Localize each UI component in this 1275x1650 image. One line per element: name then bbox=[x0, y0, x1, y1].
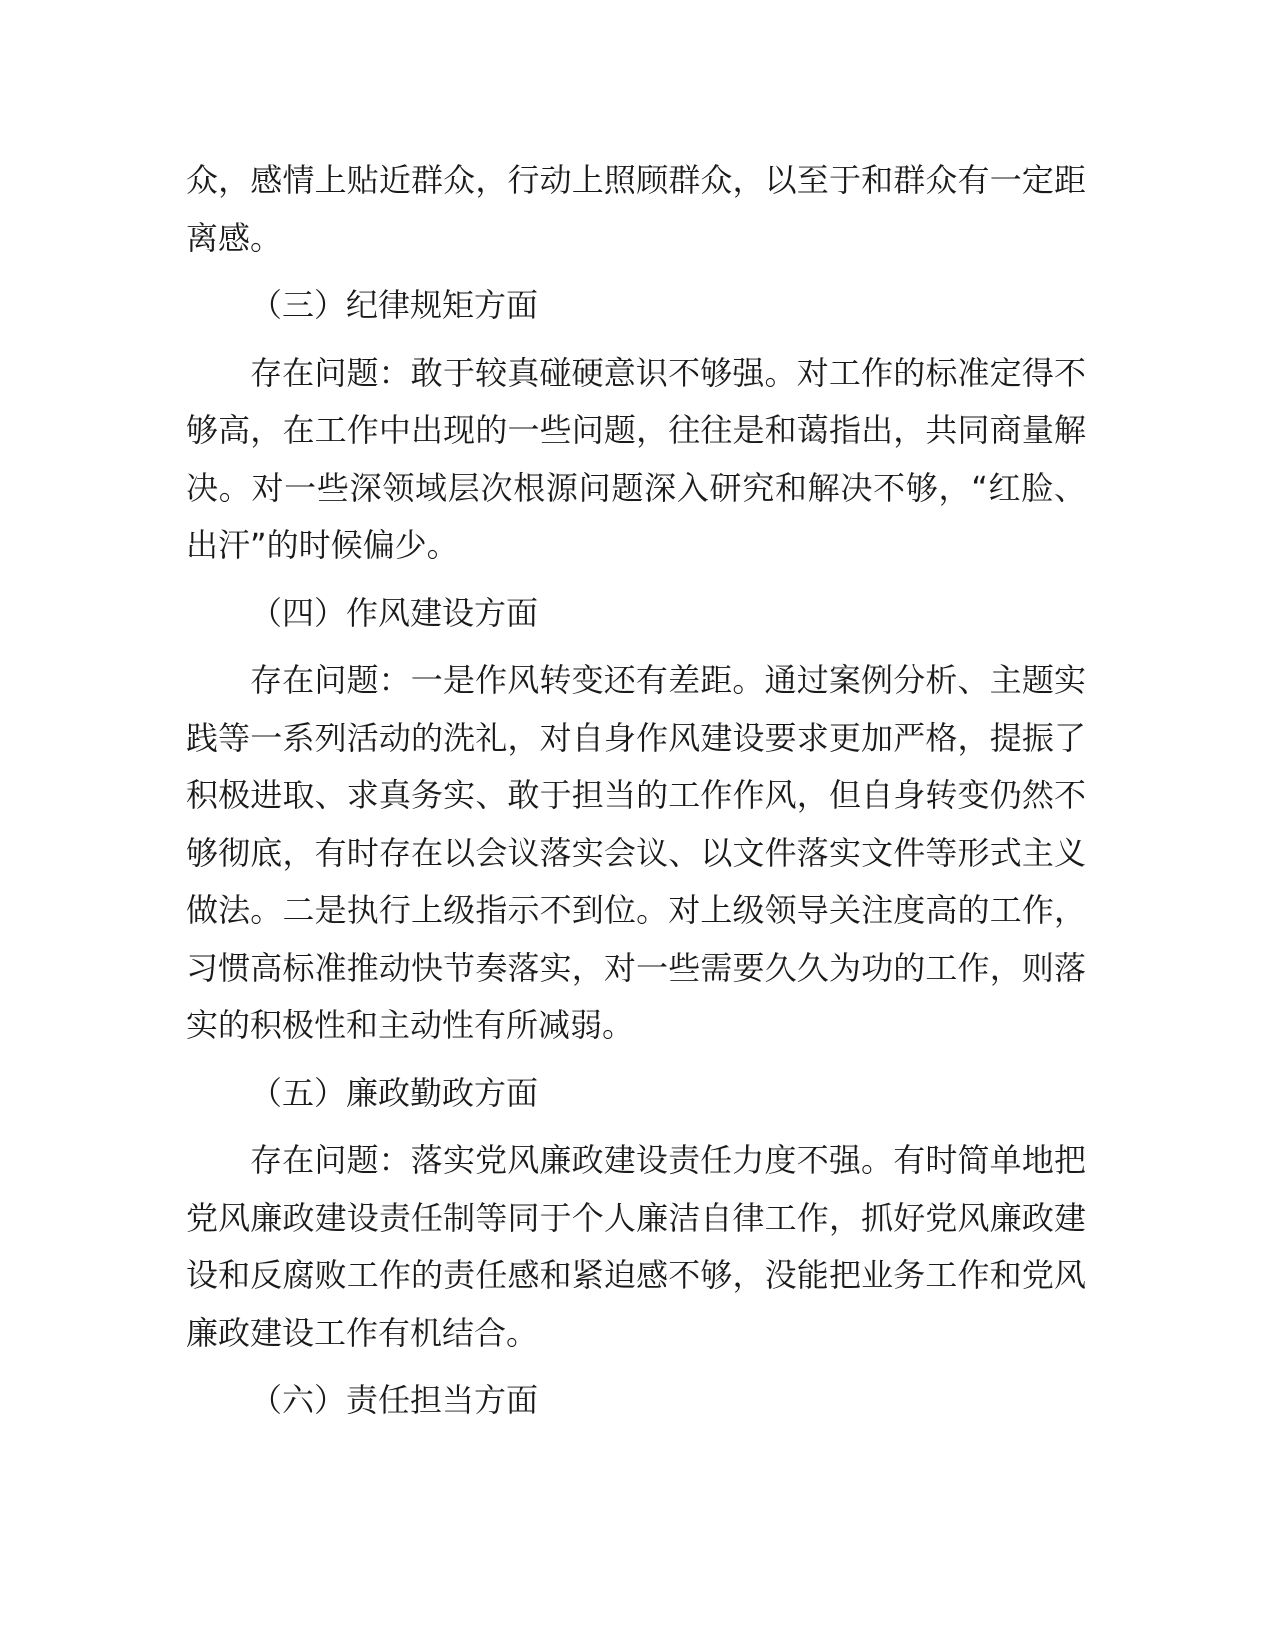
section-heading-responsibility: （六）责任担当方面 bbox=[250, 1381, 539, 1419]
section-heading-discipline: （三）纪律规矩方面 bbox=[250, 286, 539, 324]
paragraph-discipline-issues: 存在问题：敢于较真碰硬意识不够强。对工作的标准定得不够高，在工作中出现的一些问题，往往是和蔼指出，共同商量解决。对一些深领域层次根源问题深入研究和解决不够，“红脸、出汗”的时候偏少。 bbox=[186, 353, 1086, 564]
paragraph-integrity-issues: 存在问题：落实党风廉政建设责任力度不强。有时简单地把党风廉政建设责任制等同于个人廉洁自律工作，抓好党风廉政建设和反腐败工作的责任感和紧迫感不够，没能把业务工作和党风廉政建设工作有机结合。 bbox=[186, 1141, 1086, 1352]
paragraph-work-style-issues: 存在问题：一是作风转变还有差距。通过案例分析、主题实践等一系列活动的洗礼，对自身作风建设要求更加严格，提振了积极进取、求真务实、敢于担当的工作作风，但自身转变仍然不够彻底，有时存在以会议落实会议、以文件落实文件等形式主义做法。二是执行上级指示不到位。对上级领导关注度高的工作，习惯高标准推动快节奏落实，对一些需要久久为功的工作，则落实的积极性和主动性有所减弱。 bbox=[186, 661, 1086, 1044]
continuation-paragraph: 众，感情上贴近群众，行动上照顾群众，以至于和群众有一定距离感。 bbox=[186, 161, 1086, 257]
document-page bbox=[186, 152, 1086, 1440]
section-heading-integrity: （五）廉政勤政方面 bbox=[250, 1073, 539, 1112]
section-heading-work-style: （四）作风建设方面 bbox=[250, 593, 539, 632]
